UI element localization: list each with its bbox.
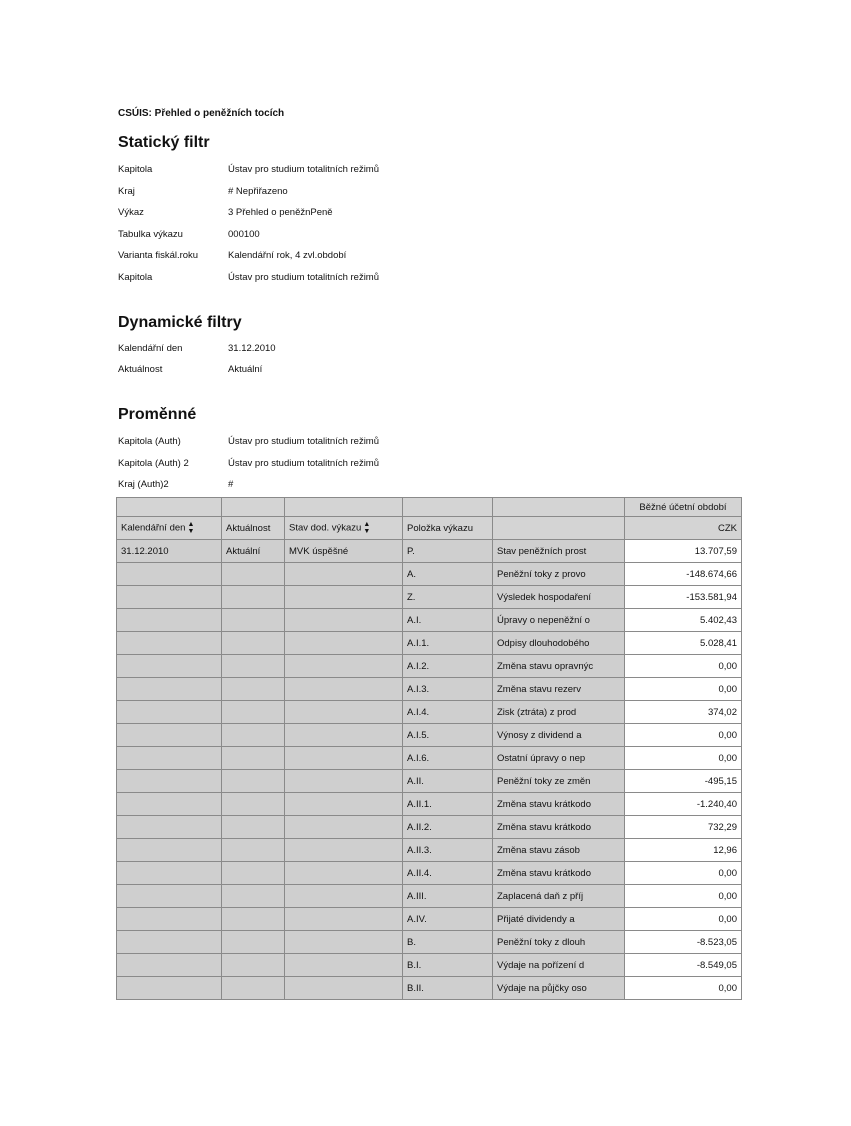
table-row [117, 977, 742, 1000]
cell-empty [222, 563, 285, 586]
cell-item-code: A.IV. [403, 908, 493, 931]
dynamic-filter-value: 31.12.2010 [228, 343, 276, 354]
cell-item-name: Zaplacená daň z příj [493, 885, 625, 908]
report-table [116, 497, 742, 1000]
table-row [117, 885, 742, 908]
cell-item-name: Výdaje na pořízení d [493, 954, 625, 977]
cell-item-code: A.II.2. [403, 816, 493, 839]
cell-item-code: B. [403, 931, 493, 954]
cell-empty [117, 724, 222, 747]
cell-empty [222, 793, 285, 816]
column-header-date[interactable]: Kalendářní den ▲ ▼ [117, 517, 222, 540]
table-row [117, 770, 742, 793]
table-top-row [117, 498, 742, 517]
cell-value: 374,02 [625, 701, 742, 724]
cell-empty [222, 586, 285, 609]
cell-actuality: Aktuální [222, 540, 285, 563]
cell-item-code: A.II. [403, 770, 493, 793]
cell-empty [285, 678, 403, 701]
table-row [117, 908, 742, 931]
static-filter-key: Tabulka výkazu [118, 228, 183, 240]
cell-empty [285, 701, 403, 724]
cell-item-name: Přijaté dividendy a [493, 908, 625, 931]
dynamic-filter-key: Aktuálnost [118, 364, 163, 375]
cell-item-name: Stav peněžních prost [493, 540, 625, 563]
cell-item-code: A.I.4. [403, 701, 493, 724]
cell-empty [117, 747, 222, 770]
cell-empty [117, 839, 222, 862]
cell-empty [222, 908, 285, 931]
cell-item-name: Peněžní toky ze změn [493, 770, 625, 793]
cell-empty [285, 724, 403, 747]
cell-empty [222, 724, 285, 747]
cell-empty [285, 770, 403, 793]
table-row [117, 816, 742, 839]
table-row [117, 839, 742, 862]
static-filter-value: Ústav pro studium totalitních režimů [228, 164, 380, 175]
cell-empty [285, 885, 403, 908]
currency-header: CZK [625, 517, 742, 540]
cell-empty [117, 770, 222, 793]
sort-icon[interactable]: ▲ ▼ [363, 521, 371, 535]
table-row [117, 747, 742, 770]
static-filter-value: 3 Přehled o peněžnPeně [228, 207, 333, 218]
table-row [117, 931, 742, 954]
cell-empty [285, 954, 403, 977]
cell-item-name: Odpisy dlouhodobého [493, 632, 625, 655]
cell-empty [285, 747, 403, 770]
cell-empty [222, 609, 285, 632]
cell-empty [222, 770, 285, 793]
static-filter-value: 000100 [228, 228, 260, 240]
column-header-actuality[interactable]: Aktuálnost [222, 517, 285, 540]
cell-item-code: A.I.6. [403, 747, 493, 770]
cell-empty [117, 908, 222, 931]
document-title: CSÚIS: Přehled o peněžních tocích [118, 108, 285, 119]
cell-item-name: Výnosy z dividend a [493, 724, 625, 747]
cell-item-code: A.I.5. [403, 724, 493, 747]
cell-item-name: Úpravy o nepeněžní o [493, 609, 625, 632]
table-row [117, 954, 742, 977]
cell-value: 5.028,41 [625, 632, 742, 655]
cell-value: 0,00 [625, 655, 742, 678]
cell-item-name: Změna stavu opravnýc [493, 655, 625, 678]
cell-item-code: A.I. [403, 609, 493, 632]
cell-empty [222, 701, 285, 724]
cell-empty [117, 954, 222, 977]
static-filter-value: Kalendářní rok, 4 zvl.období [228, 250, 347, 261]
cell-empty [285, 655, 403, 678]
cell-empty [222, 931, 285, 954]
sort-icon[interactable]: ▲ ▼ [187, 521, 195, 535]
table-row [117, 724, 742, 747]
cell-empty [117, 793, 222, 816]
cell-item-code: A.II.3. [403, 839, 493, 862]
cell-value: 0,00 [625, 747, 742, 770]
cell-empty [222, 839, 285, 862]
cell-empty [222, 816, 285, 839]
static-filter-key: Kapitola [118, 164, 153, 175]
variable-value: Ústav pro studium totalitních režimů [228, 436, 380, 447]
static-filter-key: Kapitola [118, 271, 153, 283]
dynamic-filter-heading: Dynamické filtry [118, 314, 242, 331]
cell-value: -148.674,66 [625, 563, 742, 586]
cell-item-name: Změna stavu rezerv [493, 678, 625, 701]
table-row [117, 540, 742, 563]
cell-empty [285, 563, 403, 586]
cell-item-name: Peněžní toky z provo [493, 563, 625, 586]
cell-item-code: Z. [403, 586, 493, 609]
cell-empty [222, 862, 285, 885]
dynamic-filter-value: Aktuální [228, 364, 263, 375]
period-header: Běžné účetní období [625, 498, 742, 517]
variables-heading: Proměnné [118, 406, 197, 423]
static-filter-key: Kraj [118, 185, 135, 197]
cell-item-name: Výdaje na půjčky oso [493, 977, 625, 1000]
cell-empty [222, 632, 285, 655]
cell-empty [117, 609, 222, 632]
cell-empty [285, 908, 403, 931]
cell-item-code: A. [403, 563, 493, 586]
cell-empty [222, 885, 285, 908]
cell-empty [285, 816, 403, 839]
cell-empty [285, 793, 403, 816]
cell-value: -8.549,05 [625, 954, 742, 977]
static-filter-key: Varianta fiskál.roku [118, 250, 199, 261]
cell-item-code: A.III. [403, 885, 493, 908]
cell-empty [285, 586, 403, 609]
cell-empty [222, 954, 285, 977]
cell-value: -153.581,94 [625, 586, 742, 609]
table-row [117, 678, 742, 701]
cell-item-code: B.II. [403, 977, 493, 1000]
column-header-state[interactable]: Stav dod. výkazu ▲ ▼ [285, 517, 403, 540]
variable-key: Kapitola (Auth) 2 [118, 457, 189, 469]
cell-item-code: A.II.4. [403, 862, 493, 885]
cell-value: 0,00 [625, 908, 742, 931]
static-filter-value: # Nepřiřazeno [228, 185, 288, 197]
cell-empty [117, 862, 222, 885]
cell-item-name: Změna stavu krátkodo [493, 816, 625, 839]
cell-empty [222, 747, 285, 770]
cell-empty [285, 609, 403, 632]
cell-value: 0,00 [625, 977, 742, 1000]
cell-empty [285, 862, 403, 885]
cell-value: 5.402,43 [625, 609, 742, 632]
cell-item-name: Změna stavu krátkodo [493, 862, 625, 885]
cell-empty [285, 931, 403, 954]
cell-value: 0,00 [625, 885, 742, 908]
cell-value: 0,00 [625, 678, 742, 701]
cell-empty [117, 931, 222, 954]
cell-item-name: Zisk (ztráta) z prod [493, 701, 625, 724]
cell-empty [117, 701, 222, 724]
column-header-item[interactable]: Položka výkazu [403, 517, 493, 540]
cell-item-code: A.II.1. [403, 793, 493, 816]
cell-item-name: Peněžní toky z dlouh [493, 931, 625, 954]
cell-item-code: P. [403, 540, 493, 563]
cell-item-name: Změna stavu krátkodo [493, 793, 625, 816]
cell-value: 0,00 [625, 862, 742, 885]
cell-empty [117, 586, 222, 609]
cell-item-code: A.I.1. [403, 632, 493, 655]
variable-key: Kraj (Auth)2 [118, 479, 169, 490]
cell-state: MVK úspěšné [285, 540, 403, 563]
cell-item-name: Ostatní úpravy o nep [493, 747, 625, 770]
cell-empty [117, 816, 222, 839]
cell-value: 12,96 [625, 839, 742, 862]
cell-empty [117, 885, 222, 908]
cell-item-name: Výsledek hospodaření [493, 586, 625, 609]
cell-value: 13.707,59 [625, 540, 742, 563]
cell-value: -8.523,05 [625, 931, 742, 954]
variable-value: # [228, 479, 234, 490]
table-row [117, 793, 742, 816]
variable-key: Kapitola (Auth) [118, 436, 181, 447]
table-row [117, 701, 742, 724]
cell-empty [285, 839, 403, 862]
static-filter-value: Ústav pro studium totalitních režimů [228, 271, 380, 283]
dynamic-filter-key: Kalendářní den [118, 343, 183, 354]
static-filter-key: Výkaz [118, 207, 144, 218]
cell-value: -495,15 [625, 770, 742, 793]
cell-date: 31.12.2010 [117, 540, 222, 563]
cell-empty [117, 632, 222, 655]
table-row [117, 632, 742, 655]
column-header-row [117, 517, 742, 540]
cell-value: 0,00 [625, 724, 742, 747]
cell-empty [285, 632, 403, 655]
cell-value: -1.240,40 [625, 793, 742, 816]
cell-empty [222, 678, 285, 701]
cell-empty [222, 655, 285, 678]
cell-item-code: B.I. [403, 954, 493, 977]
table-row [117, 586, 742, 609]
table-row [117, 655, 742, 678]
variable-value: Ústav pro studium totalitních režimů [228, 457, 380, 469]
cell-empty [117, 678, 222, 701]
cell-empty [222, 977, 285, 1000]
cell-empty [117, 977, 222, 1000]
cell-item-code: A.I.2. [403, 655, 493, 678]
cell-value: 732,29 [625, 816, 742, 839]
table-row [117, 563, 742, 586]
cell-item-code: A.I.3. [403, 678, 493, 701]
static-filter-heading: Statický filtr [118, 134, 210, 151]
cell-empty [117, 655, 222, 678]
cell-item-name: Změna stavu zásob [493, 839, 625, 862]
table-row [117, 609, 742, 632]
cell-empty [117, 563, 222, 586]
cell-empty [285, 977, 403, 1000]
table-row [117, 862, 742, 885]
